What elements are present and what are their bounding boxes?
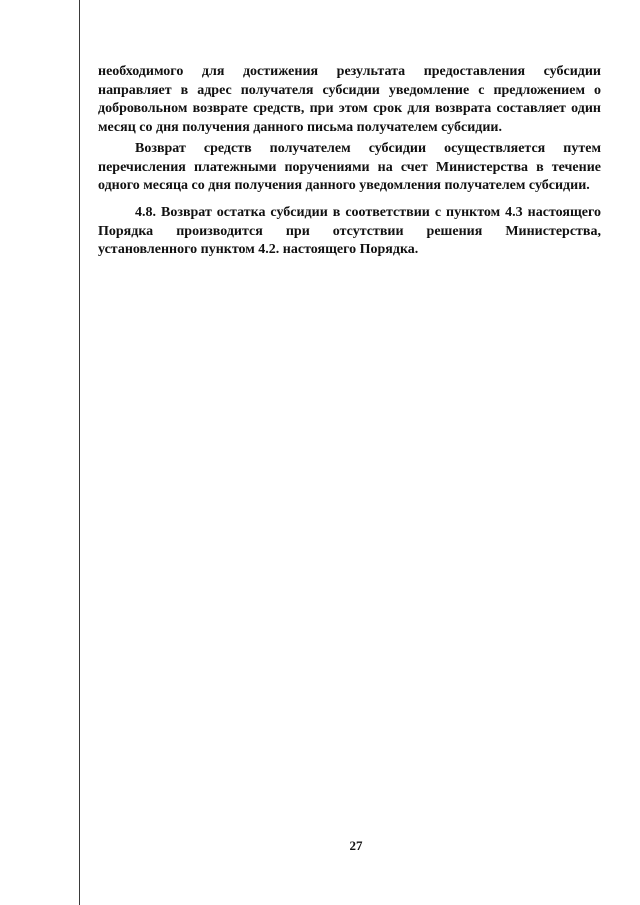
margin-binding-line: [79, 0, 80, 905]
paragraph-refund-procedure: [98, 140, 601, 196]
paragraph-continuation: [98, 63, 601, 137]
paragraph-text: Возврат средств получателем субсидии осуществляется путем перечисления платежными поручениями на счет Министерства в течение одного месяца со дня получения данного уведомления получателем субсидии.: [98, 141, 601, 193]
page-number: 27: [349, 838, 363, 853]
paragraph-4-8: [98, 204, 601, 260]
paragraph-text: 4.8. Возврат остатка субсидии в соответствии с пунктом 4.3 настоящего Порядка производится при отсутствии решения Министерства, установленного пунктом 4.2. настоящего Порядка.: [98, 205, 601, 257]
paragraph-text: необходимого для достижения результата предоставления субсидии направляет в адрес получателя субсидии уведомление с предложением о добровольном возврате средств, при этом срок для возврата составляет один месяц со дня получения данного письма получателем субсидии.: [98, 64, 601, 135]
